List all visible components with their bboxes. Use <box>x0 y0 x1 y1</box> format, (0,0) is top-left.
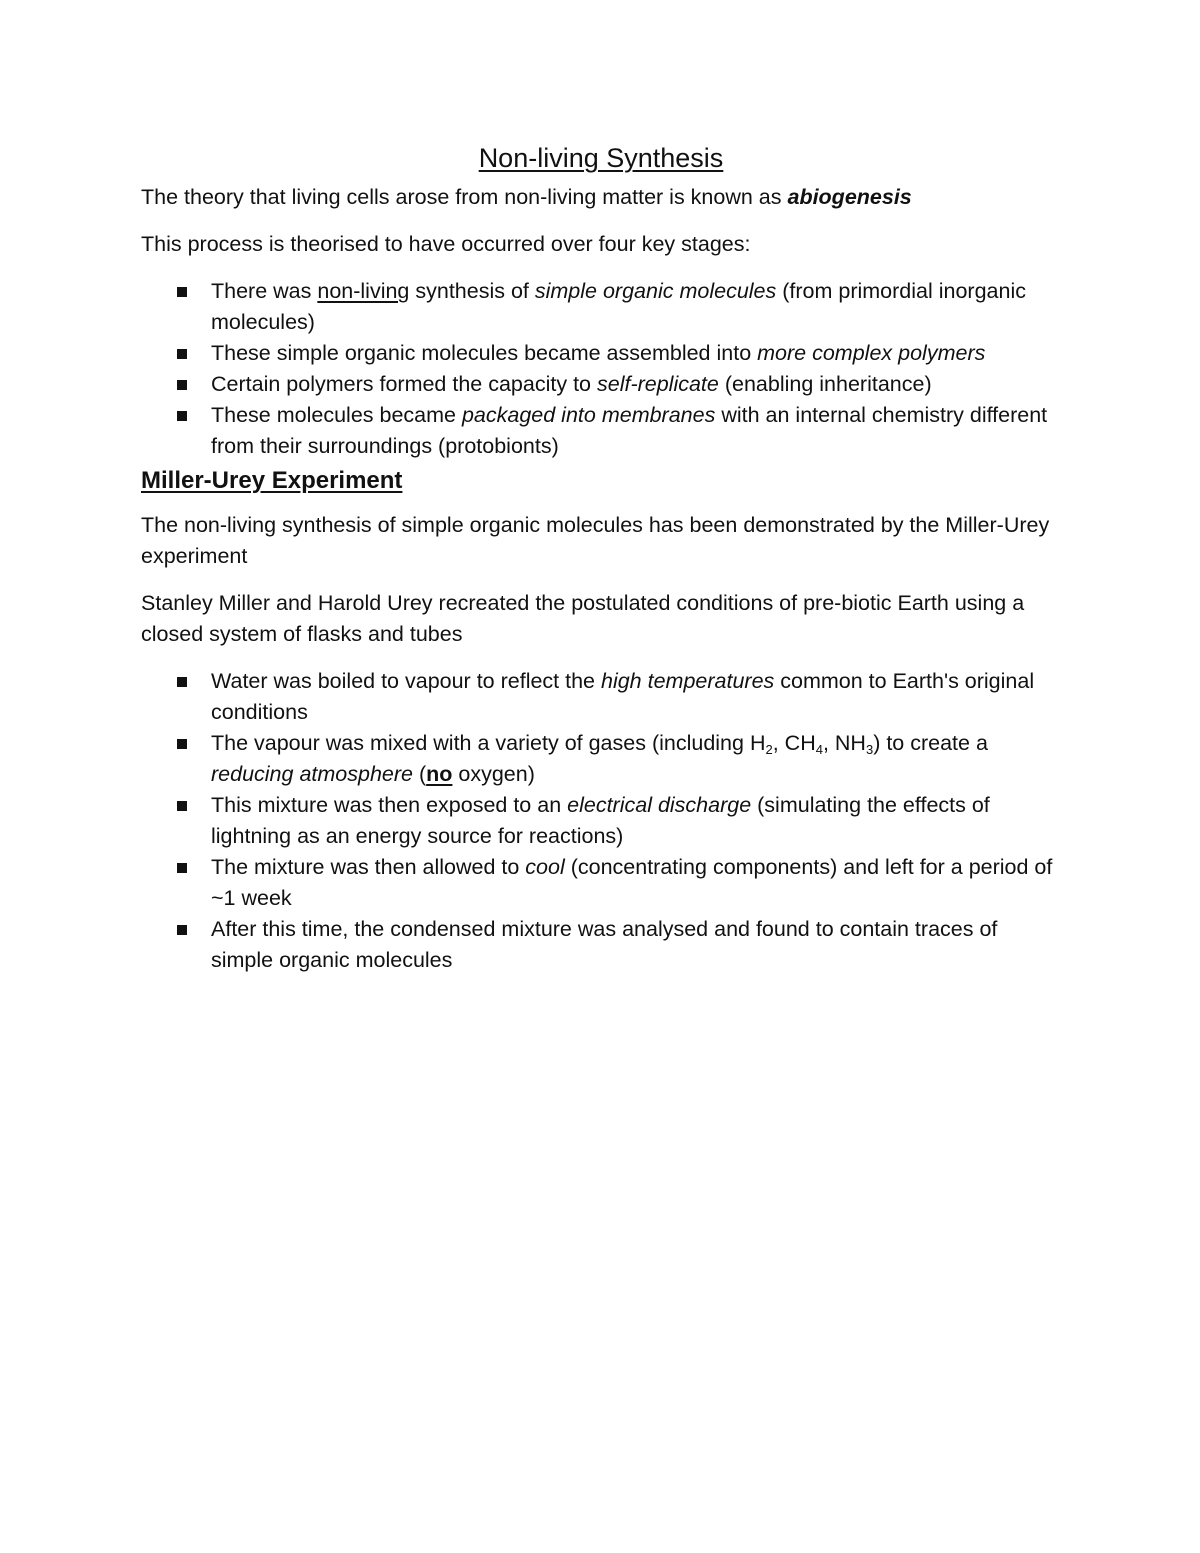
list-item: There was non-living synthesis of simple organic molecules (from primordial inorganic molecules) <box>141 276 1061 338</box>
stages-intro: This process is theorised to have occurred over four key stages: <box>141 232 751 256</box>
list-item: The mixture was then allowed to cool (concentrating components) and left for a period of ~1 week <box>141 852 1061 914</box>
list-item: This mixture was then exposed to an electrical discharge (simulating the effects of lightning as an energy source for reactions) <box>141 790 1061 852</box>
square-bullet-icon <box>177 287 187 297</box>
list-item: These simple organic molecules became assembled into more complex polymers <box>141 338 1061 369</box>
square-bullet-icon <box>177 863 187 873</box>
intro-text: The theory that living cells arose from non-living matter is known as <box>141 185 788 209</box>
no-emphasis: no <box>426 762 453 786</box>
square-bullet-icon <box>177 677 187 687</box>
list-item: After this time, the condensed mixture was analysed and found to contain traces of simple organic molecules <box>141 914 1061 976</box>
square-bullet-icon <box>177 801 187 811</box>
square-bullet-icon <box>177 925 187 935</box>
section-paragraph-1: The non-living synthesis of simple organic molecules has been demonstrated by the Miller-Urey experiment <box>141 513 1050 568</box>
section-paragraph-2: Stanley Miller and Harold Urey recreated the postulated conditions of pre-biotic Earth using a closed system of flasks and tubes <box>141 591 1025 646</box>
document-page <box>141 140 1061 976</box>
stages-list <box>141 276 1061 462</box>
experiment-steps-list <box>141 666 1061 976</box>
square-bullet-icon <box>177 349 187 359</box>
section-heading: Miller-Urey Experiment <box>141 467 403 494</box>
square-bullet-icon <box>177 739 187 749</box>
square-bullet-icon <box>177 411 187 421</box>
intro-paragraph <box>141 182 1061 213</box>
page-title: Non-living Synthesis <box>478 143 724 173</box>
list-item: The vapour was mixed with a variety of gases (including $H_2$, $CH_4$, $NH_3$) to create a reducing atmosphere (no oxygen) <box>141 728 1061 790</box>
square-bullet-icon <box>177 380 187 390</box>
list-item: These molecules became packaged into membranes with an internal chemistry different from their surroundings (protobionts) <box>141 400 1061 462</box>
list-item: Water was boiled to vapour to reflect the high temperatures common to Earth's original conditions <box>141 666 1061 728</box>
list-item: Certain polymers formed the capacity to self-replicate (enabling inheritance) <box>141 369 1061 400</box>
abiogenesis-term: abiogenesis <box>787 185 912 209</box>
